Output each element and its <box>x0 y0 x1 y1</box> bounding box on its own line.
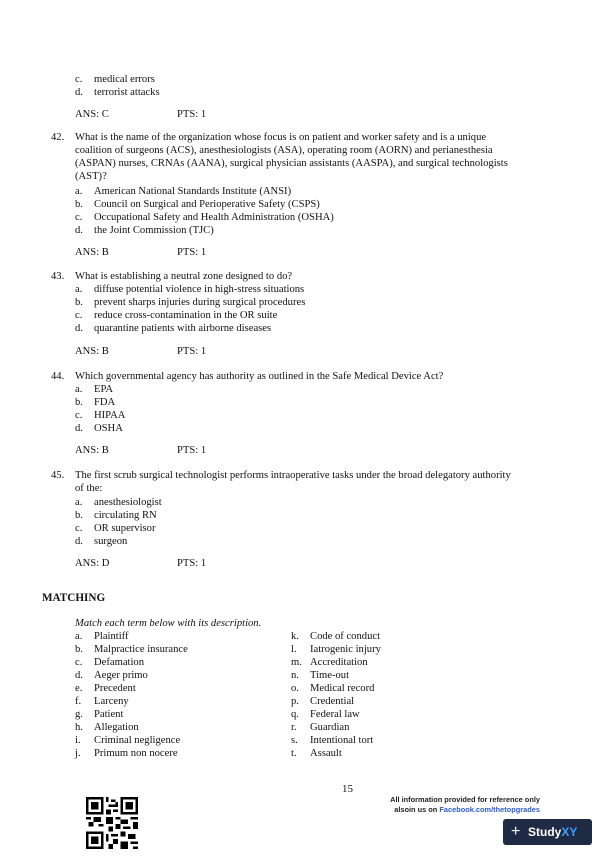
question-stem: What is establishing a neutral zone designed to do? <box>75 271 293 282</box>
matching-item: a. Plaintiff <box>75 631 129 642</box>
points: PTS: 1 <box>177 346 207 357</box>
matching-item: p. Credential <box>291 696 355 707</box>
points: PTS: 1 <box>177 445 207 456</box>
matching-item: k. Code of conduct <box>291 631 381 642</box>
matching-item: r. Guardian <box>291 722 350 733</box>
matching-item: b. Malpractice insurance <box>75 644 188 655</box>
matching-item: f. Larceny <box>75 696 129 707</box>
matching-right-column <box>291 630 491 760</box>
matching-left-column <box>75 630 275 760</box>
answer-line <box>75 345 207 358</box>
matching-item: h. Allegation <box>75 722 139 733</box>
matching-item: g. Patient <box>75 709 124 720</box>
matching-item: i. Criminal negligence <box>75 735 181 746</box>
matching-item: n. Time-out <box>291 670 350 681</box>
question-number: 45. <box>51 470 65 481</box>
answer-key: ANS: B <box>75 445 109 456</box>
matching-item: q. Federal law <box>291 709 360 720</box>
plus-icon: + <box>511 823 521 840</box>
matching-item: o. Medical record <box>291 683 375 694</box>
footer-disclaimer <box>350 795 540 815</box>
logo-text: StudyXY <box>528 825 578 839</box>
section-heading: MATCHING <box>42 592 106 604</box>
document-page: c. medical errors d. terrorist attacks ANS: C PTS: 1 42. What is the name of the organization whose focus is on patient and worker safety and is a unique coalition of surgeons (ACS), anesthesiologists (ASA), operating room (AORN) and perianesthesia (ASPAN) nurses, CRNAs (AANA), surgical physician assistants (AASPA), and surgical technologists (AST)? a. American National Standards Institute (ANSI) b. Council on Surgical and Perioperative Safety (CSPS) c. Occupational Safety and Health Administration (OSHA) d. the Joint Commission (TJC) ANS: B PTS: 1 43. What is establishing a neutral zone designed to do? a. diffuse potential violence in high-stress situations b. prevent sharps injuries during surgical procedures c. reduce cross-contamination in the OR suite d. quarantine patients with airborne diseases ANS: B PTS: 1 44. Which governmental agency has authority as outlined in the Safe Medical Device Act? a. EPA b. FDA c. HIPAA d. OSHA ANS: B PTS: 1 45. The first scrub surgical technologist performs intraoperative tasks under the broad delegatory authority of the: a. anesthesiologist b. circulating RN c. OR supervisor d. surgeon ANS: D PTS: 1 MATCHING Match each term below with its description. a. Plaintiff b. Malpractice insurance c. Defamation d. Aeger primo e. Precedent f. Larceny g. Patient h. Allegation i. Criminal negligence j. Primum non nocere k. Code of conduct l. Iatrogenic injury m. Accreditation n. Time-out o. Medical record p. Credential q. Federal law r. Guardian s. Intentional tort t. Assault 15 All information provided for reference only alsoin us on Facebook.com/thetopgrades + StudyXY <box>0 0 612 865</box>
question-number: 42. <box>51 132 65 143</box>
question-stem: What is the name of the organization whose focus is on patient and worker safety and is a unique coalition of surgeons (ACS), anesthesiologists (ASA), operating room (AORN) and perianesthesia (ASPAN) nurses, CRNAs (AANA), surgical physician assistants (AASPA), and surgical technologists (AST)? <box>75 132 508 182</box>
matching-item: s. Intentional tort <box>291 735 374 746</box>
studyxy-logo <box>503 819 592 845</box>
answer-line <box>75 108 207 121</box>
qr-code-icon <box>86 797 138 849</box>
matching-item: e. Precedent <box>75 683 136 694</box>
answer-key: ANS: D <box>75 558 110 569</box>
matching-item: m. Accreditation <box>291 657 368 668</box>
disclaimer-line: alsoin us on Facebook.com/thetopgrades <box>394 805 540 814</box>
answer-key: ANS: C <box>75 109 109 120</box>
points: PTS: 1 <box>177 558 207 569</box>
points: PTS: 1 <box>177 109 207 120</box>
disclaimer-line: All information provided for reference only <box>390 795 540 804</box>
matching-item: d. Aeger primo <box>75 670 148 681</box>
question-number: 44. <box>51 371 65 382</box>
page-number: 15 <box>342 783 353 795</box>
answer-line <box>75 246 207 259</box>
matching-item: l. Iatrogenic injury <box>291 644 381 655</box>
matching-instruction: Match each term below with its description. <box>75 618 262 629</box>
matching-item: t. Assault <box>291 748 342 759</box>
question-stem: Which governmental agency has authority as outlined in the Safe Medical Device Act? <box>75 371 444 382</box>
answer-key: ANS: B <box>75 346 109 357</box>
matching-item: j. Primum non nocere <box>75 748 178 759</box>
question-stem: The first scrub surgical technologist performs intraoperative tasks under the broad delegatory authority of the: <box>75 470 511 494</box>
matching-item: c. Defamation <box>75 657 145 668</box>
answer-line <box>75 557 207 570</box>
facebook-link[interactable]: Facebook.com/thetopgrades <box>439 805 540 814</box>
answer-line <box>75 444 207 457</box>
question-number: 43. <box>51 271 65 282</box>
answer-key: ANS: B <box>75 247 109 258</box>
points: PTS: 1 <box>177 247 207 258</box>
